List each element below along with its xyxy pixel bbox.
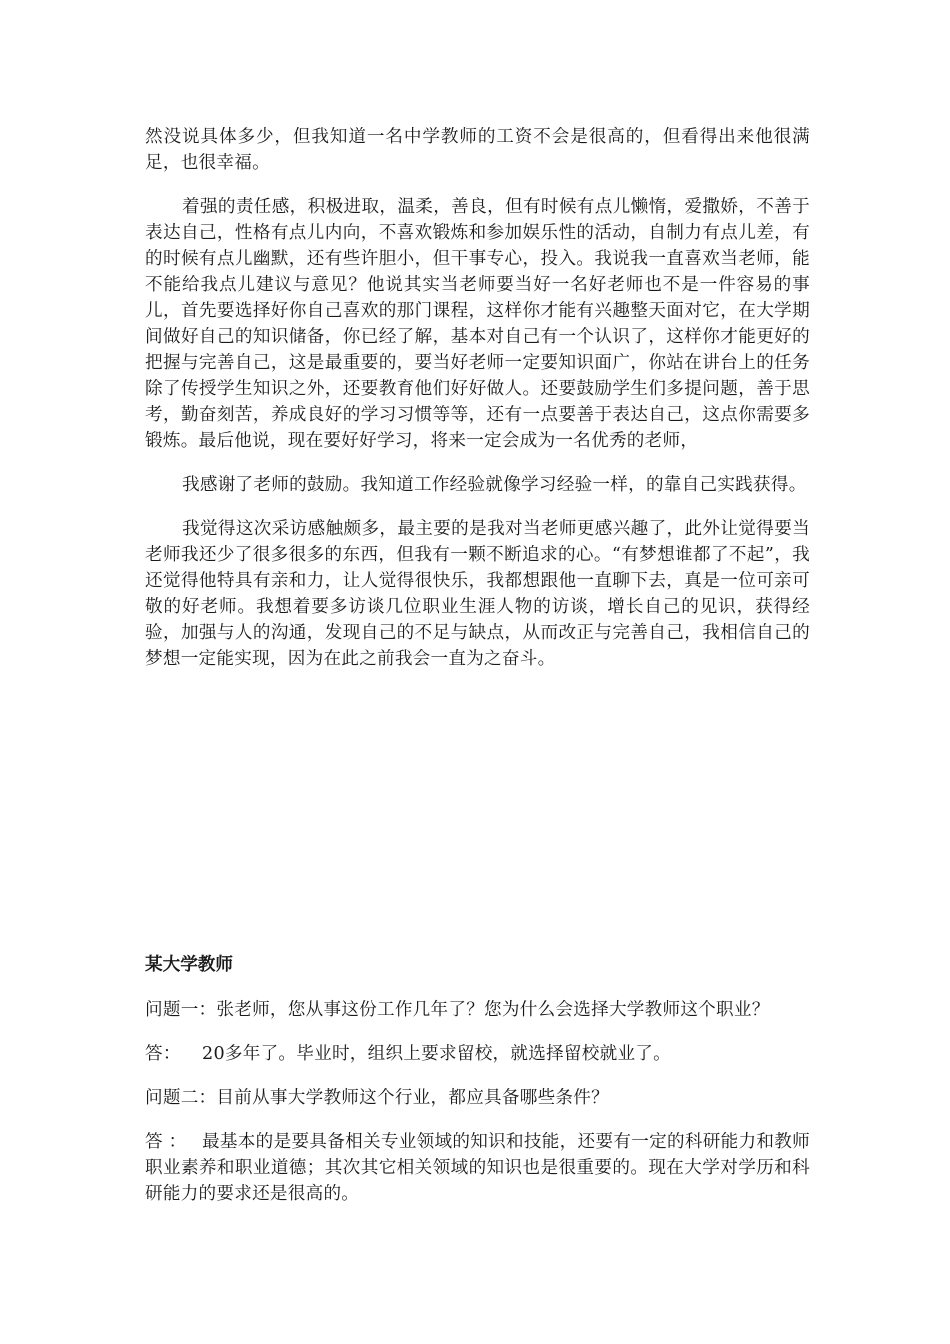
paragraph: 我觉得这次采访感触颇多，最主要的是我对当老师更感兴趣了，此外让觉得要当老师我还少了很多很多的东西，但我有一颗不断追求的心。“有梦想谁都了不起”，我还觉得他特具有亲和力，让人觉得很快乐，我都想跟他一直聊下去，真是一位可亲可敬的好老师。我想着要多访谈几位职业生涯人物的访谈，增长自己的见识，获得经验，加强与人的沟通，发现自己的不足与缺点，从而改正与完善自己，我相信自己的梦想一定能实现，因为在此之前我会一直为之奋斗。 <box>145 519 810 669</box>
answer-1 <box>145 1041 810 1067</box>
answer-label: 答： <box>145 1044 181 1064</box>
answer-2 <box>145 1129 810 1207</box>
paragraph: 我感谢了老师的鼓励。我知道工作经验就像学习经验一样，的靠自己实践获得。 <box>182 475 807 495</box>
interview-section <box>145 997 810 1225</box>
question-2: 问题二：目前从事大学教师这个行业，都应具备哪些条件？ <box>145 1088 609 1108</box>
paragraph: 然没说具体多少，但我知道一名中学教师的工资不会是很高的，但看得出来他很满足，也很幸福。 <box>145 127 810 173</box>
section-heading: 某大学教师 <box>145 954 233 975</box>
paragraph: 着强的责任感，积极进取，温柔，善良，但有时候有点儿懒惰，爱撒娇，不善于表达自己，性格有点儿内向，不喜欢锻炼和参加娱乐性的活动，自制力有点儿差，有的时候有点儿幽默，还有些许胆小，但干事专心，投入。我说我一直喜欢当老师，能不能给我点儿建议与意见？他说其实当老师要当好一名好老师也不是一件容易的事儿，首先要选择好你自己喜欢的那门课程，这样你才能有兴趣整天面对它，在大学期间做好自己的知识储备，你已经了解，基本对自己有一个认识了，这样你才能更好的把握与完善自己，这是最重要的，要当好老师一定要知识面广，你站在讲台上的任务除了传授学生知识之外，还要教育他们好好做人。还要鼓励学生们多提问题，善于思考，勤奋刻苦，养成良好的学习习惯等等，还有一点要善于表达自己，这点你需要多锻炼。最后他说，现在要好好学习，将来一定会成为一名优秀的老师， <box>145 197 810 451</box>
answer-label: 答 ： <box>145 1132 187 1152</box>
question-1: 问题一：张老师，您从事这份工作几年了？您为什么会选择大学教师这个职业？ <box>145 1000 770 1020</box>
essay-body <box>145 124 810 672</box>
answer-text: 最基本的是要具备相关专业领域的知识和技能，还要有一定的科研能力和教师职业素养和职业道德；其次其它相关领域的知识也是很重要的。现在大学对学历和科研能力的要求还是很高的。 <box>145 1132 810 1204</box>
answer-text: 20多年了。毕业时，组织上要求留校，就选择留校就业了。 <box>202 1044 671 1064</box>
